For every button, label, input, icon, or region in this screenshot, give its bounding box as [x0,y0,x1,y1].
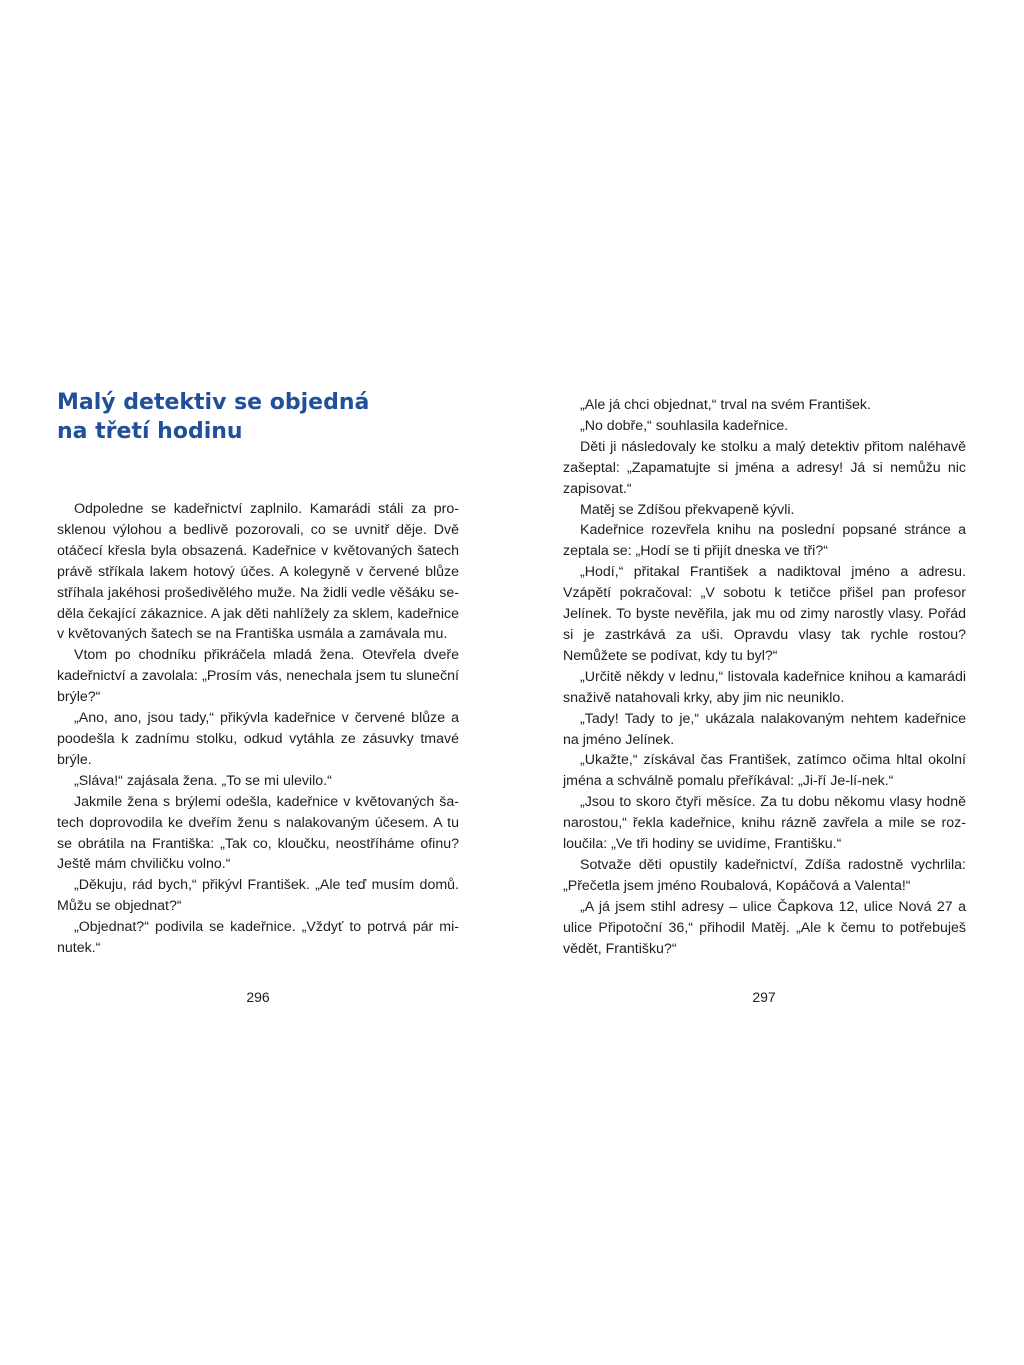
paragraph: Děti ji následovaly ke stolku a malý detektiv přitom naléhavě zašeptal: „Zapamatujte si jména a adresy! Já si nemůžu nic zapisovat.“ [563,438,966,497]
right-page-body [563,395,966,959]
paragraph: „Ano, ano, jsou tady,“ přikývla kadeřnice v červené blůze a poodešla k zadnímu stolku, odkud vytáhla ze zásuvky tmavé brýle. [57,710,459,768]
paragraph: Odpoledne se kadeřnictví zaplnilo. Kamarádi stáli za prosklenou výlohou a bedlivě pozorovali, co se uvnitř děje. Dvě otáčecí křesla byla obsazená. Kadeřnice v květovaných šatech právě stříkala lakem hotový účes. A kolegyně v červené blůze stříhala jakéhosi prošedivělého muže. Na židli vedle věšáku seděla čekající zákaznice. A jak děti nahlížely za sklem, kadeřnice v květovaných šatech se na Františka usmála a zamávala mu. [57,501,459,643]
paragraph: „Objednat?“ podivila se kadeřnice. „Vždyť to potrvá pár minutek.“ [57,919,459,957]
page-number: 297 [752,989,776,1005]
paragraph: „Jsou to skoro čtyři měsíce. Za tu dobu někomu vlasy hodně narostou,“ řekla kadeřnice, knihu rázně zavřela a mile se rozloučila: „Ve tři hodiny se uvidíme, Františku.“ [563,794,966,853]
paragraph: „Tady! Tady to je,“ ukázala nalakovaným nehtem kadeřnice na jméno Jelínek. [563,710,966,748]
paragraph: Sotvaže děti opustily kadeřnictví, Zdíša radostně vychrlila: „Přečetla jsem jméno Roubalová, Kopáčová a Valenta!“ [563,856,966,894]
left-page-body [57,499,459,959]
paragraph: „Sláva!“ zajásala žena. „To se mi ulevilo.“ [74,772,332,789]
paragraph: „Hodí,“ přitakal František a nadiktoval jméno a adresu. Vzápětí pokračoval: „V sobotu k tetičce přišel pan profesor Jelínek. To byste nevěřila, jak mu od zimy narostly vlasy. Pořád si je zastrkává za uši. Opravdu vlasy tak rychle rostou? Nemůžete se podívat, kdy tu byl?“ [563,564,966,664]
paragraph: „Určitě někdy v lednu,“ listovala kadeřnice knihou a kamarádi snaživě natahovali krky, aby jim nic neuniklo. [563,668,966,706]
paragraph: Vtom po chodníku přikráčela mladá žena. Otevřela dveře kadeřnictví a zavolala: „Prosím vás, nenechala jsem tu sluneční brýle?“ [57,647,459,706]
paragraph: „A já jsem stihl adresy – ulice Čapkova 12, ulice Nová 27 a ulice Připotoční 36,“ přihodil Matěj. „Ale k čemu to potřebuješ vědět, Františku?“ [563,898,966,957]
chapter-title-line-1: Malý detektiv se objedná [57,390,370,415]
right-page [512,0,1024,1365]
chapter-title [57,388,477,446]
paragraph: Matěj se Zdíšou překvapeně kývli. [580,501,795,518]
paragraph: „Ale já chci objednat,“ trval na svém František. [580,397,871,413]
paragraph: „Děkuju, rád bych,“ přikývl František. „Ale teď musím domů. Můžu se objednat?“ [57,877,459,915]
paragraph: „No dobře,“ souhlasila kadeřnice. [580,417,789,434]
paragraph: Jakmile žena s brýlemi odešla, kadeřnice v květovaných šatech doprovodila ke dveřím ženu s nalakovaným účesem. A tu se obrátila na Františka: „Tak co, kloučku, neostříháme ofinu? Ještě mám chviličku volno.“ [57,793,459,873]
page-number: 296 [246,989,270,1005]
paragraph: „Ukažte,“ získával čas František, zatímco očima hltal okolní jména a schválně pomalu přeříkával: „Ji-ří Je-lí-nek.“ [563,752,966,790]
chapter-title-line-2: na třetí hodinu [57,419,243,444]
paragraph: Kadeřnice rozevřela knihu na poslední popsané stránce a zeptala se: „Hodí se ti přijít dneska ve tři?“ [563,522,966,560]
